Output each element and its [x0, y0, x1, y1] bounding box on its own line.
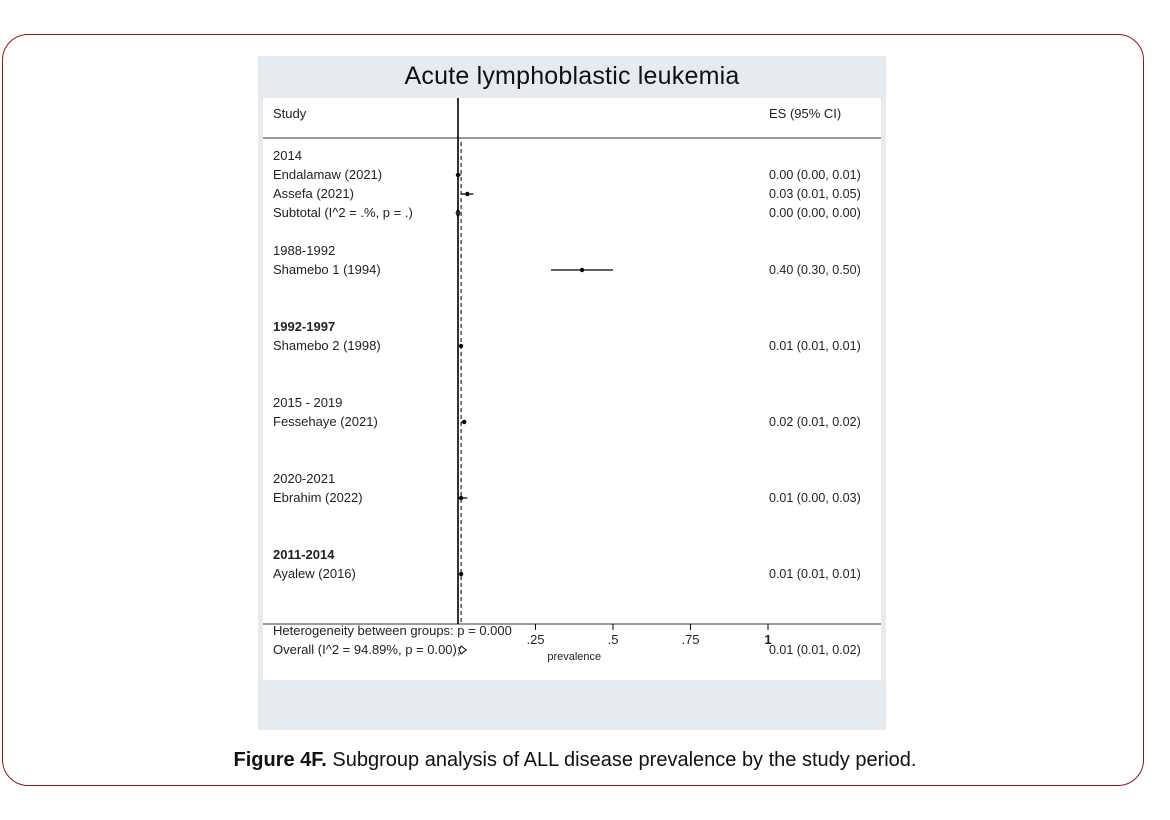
point-estimate-14 [462, 420, 466, 424]
forest-plot-svg [263, 98, 881, 680]
plot-panel [263, 98, 881, 680]
row-label-5: 1988-1992 [273, 243, 336, 258]
row-estimate-22: 0.01 (0.01, 0.01) [769, 567, 861, 581]
forest-plot-figure [258, 56, 886, 730]
row-label-14: Fessehaye (2021) [273, 414, 378, 429]
header-study: Study [273, 106, 307, 121]
point-estimate-22 [459, 572, 463, 576]
header-estimate: ES (95% CI) [769, 106, 842, 121]
row-label-2: Assefa (2021) [273, 186, 354, 201]
caption-label: Figure 4F. [233, 749, 327, 771]
row-estimate-14: 0.02 (0.01, 0.02) [769, 415, 861, 429]
point-estimate-2 [465, 192, 469, 196]
row-estimate-3: 0.00 (0.00, 0.00) [769, 206, 861, 220]
row-estimate-1: 0.00 (0.00, 0.01) [769, 168, 861, 182]
tick-label-2: .75 [681, 632, 700, 647]
row-label-3: Subtotal (I^2 = .%, p = .) [273, 205, 413, 220]
row-estimate-6: 0.40 (0.30, 0.50) [769, 263, 861, 277]
row-estimate-2: 0.03 (0.01, 0.05) [769, 187, 861, 201]
tick-label-3: 1 [764, 632, 772, 647]
chart-title: Acute lymphoblastic leukemia [404, 62, 740, 90]
point-estimate-1 [456, 173, 460, 177]
tick-label-1: .5 [607, 632, 619, 647]
row-label-1: Endalamaw (2021) [273, 167, 383, 182]
row-label-22: Ayalew (2016) [273, 566, 356, 581]
x-axis-label: prevalence [547, 651, 602, 663]
point-estimate-10 [459, 344, 463, 348]
row-label-26: Overall (I^2 = 94.89%, p = 0.00); [273, 642, 461, 657]
row-label-18: Ebrahim (2022) [273, 490, 363, 505]
tick-label-0: .25 [526, 632, 545, 647]
row-label-17: 2020-2021 [273, 471, 336, 486]
point-estimate-18 [459, 496, 463, 500]
row-label-21: 2011-2014 [273, 547, 335, 562]
row-label-0: 2014 [273, 148, 302, 163]
row-estimate-10: 0.01 (0.01, 0.01) [769, 339, 861, 353]
row-label-25: Heterogeneity between groups: p = 0.000 [273, 623, 512, 638]
row-label-13: 2015 - 2019 [273, 395, 343, 410]
figure-caption [0, 749, 1150, 772]
row-estimate-18: 0.01 (0.00, 0.03) [769, 491, 861, 505]
row-estimate-26: 0.01 (0.01, 0.02) [769, 643, 861, 657]
row-label-6: Shamebo 1 (1994) [273, 262, 381, 277]
row-label-9: 1992-1997 [273, 319, 336, 334]
caption-text: Subgroup analysis of ALL disease prevalence by the study period. [332, 749, 917, 771]
row-label-10: Shamebo 2 (1998) [273, 338, 381, 353]
point-estimate-6 [580, 268, 584, 272]
